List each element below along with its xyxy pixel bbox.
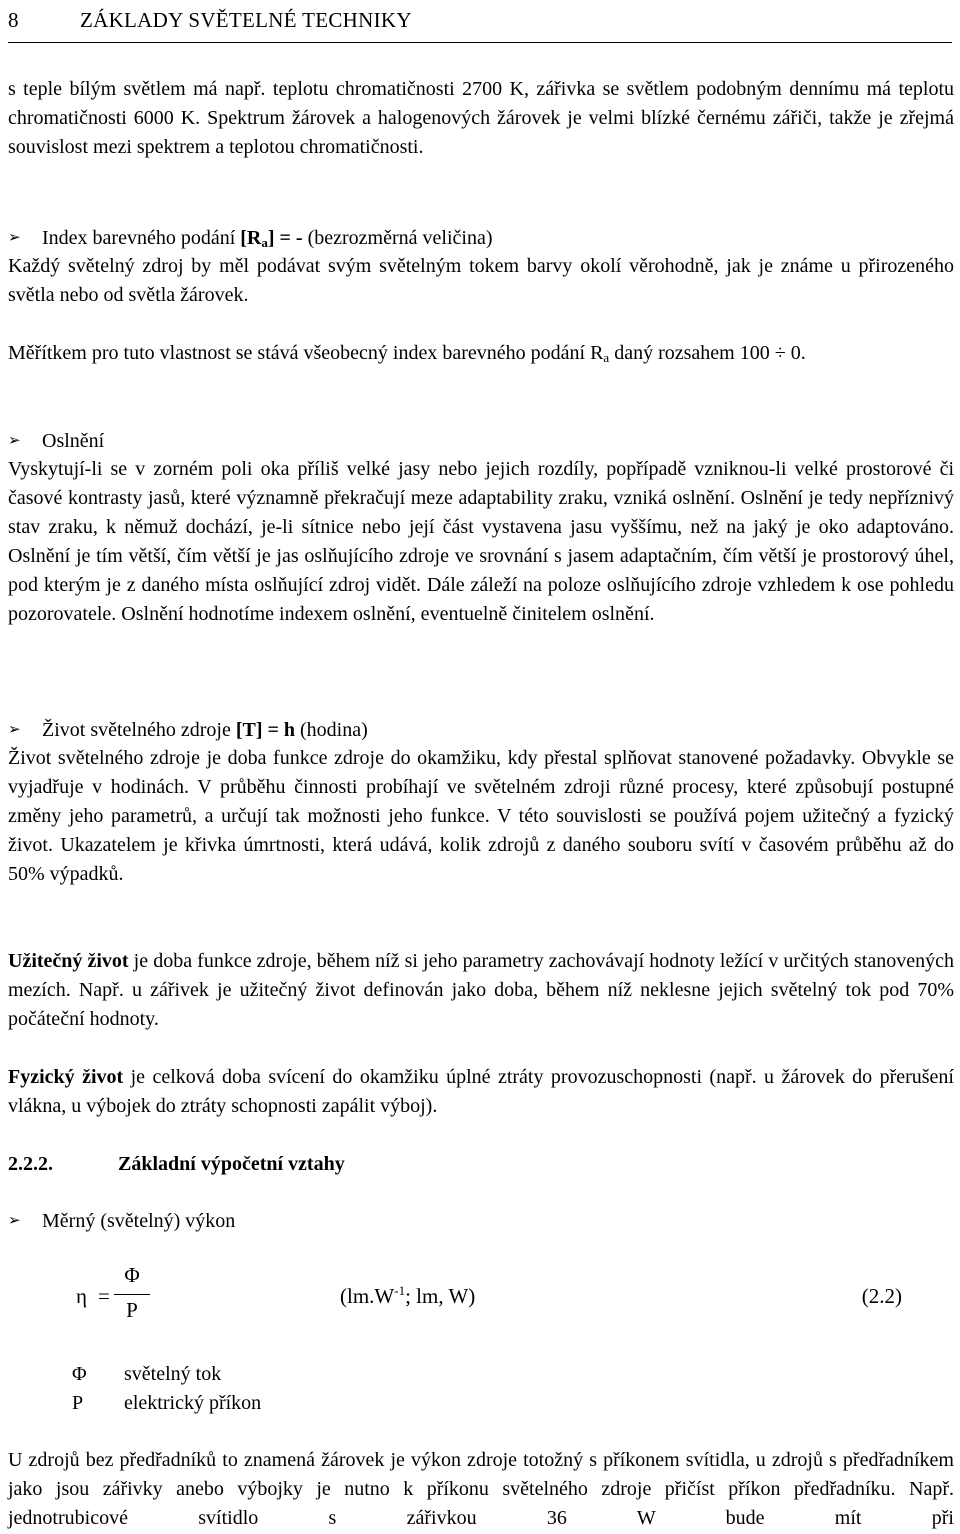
cri-measure-paragraph: Měřítkem pro tuto vlastnost se stává všeobecný index barevného podání $R_a$ daný rozsahem 100 ÷ 0.: [8, 342, 806, 365]
arrow-bullet-icon: ➢: [8, 1211, 21, 1229]
useful-life-paragraph: Užitečný život je doba funkce zdroje, během níž si jeho parametry zachovávají hodnoty ležící v určitých stanovených mezích. Např. u zářivek je užitečný život definován jako doba, během níž neklesne jejich světelný tok pod 70% počáteční hodnoty.: [8, 950, 954, 1030]
intro-paragraph: s teple bílým světlem má např. teplotu chromatičnosti 2700 K, zářivka se světlem podobným dennímu má teplotu chromatičnosti 6000 K. Spektrum žárovek a halogenových žárovek je velmi blízké černému zářiči, takže je zřejmá souvislost mezi spektrem a teplotou chromatičnosti.: [8, 78, 954, 158]
efficacy-paragraph: U zdrojů bez předřadníků to znamená žárovek je výkon zdroje totožný s příkonem svítidla, u zdrojů s předřadníkem jako jsou zářivky anebo výbojky je nutno k příkonu světelného zdroje přičíst příkon předřadníku. Např. jednotrubicové svítidlo s zářivkou 36 W bude mít při: [8, 1449, 954, 1529]
denominator: P: [126, 1298, 138, 1322]
life-paragraph: Život světelného zdroje je doba funkce zdroje do okamžiku, kdy přestal splňovat stanovené požadavky. Obvykle se vyjadřuje v hodinách. V průběhu činnosti probíhají ve světelném zdroji různé procesy, které způsobují postupné změny jeho parametrů, a určují tak možnosti jeho funkce. V této souvislosti se používá pojem užitečný a fyzický život. Ukazatelem je křivka úmrtnosti, která udává, kolik zdrojů z daného souboru svítí v časovém průběhu až do 50% výpadků.: [8, 747, 954, 885]
glare-paragraph: Vyskytují-li se v zorném poli oka příliš velké jasy nebo jejich rozdíly, popřípadě vzniknou-li velké prostorové či časové kontrasty jasů, které významně překračují meze adaptability zraku, vzniká oslnění. Oslnění je tedy nepříznivý stav zraku, k němuž dochází, je-li sítnice nebo její část vystavena jasu vyššímu, než na jaký je oko adaptováno. Oslnění je tím větší, čím větší je jas oslňujícího zdroje ve srovnání s jasem adaptačním, čím větší je prostorový úhel, pod kterým je z daného místa oslňující zdroj vidět. Dále záleží na poloze oslňujícího zdroje vzhledem k ose pohledu pozorovatele. Oslnění hodnotíme indexem oslnění, eventuelně činitelem oslnění.: [8, 458, 954, 625]
legend-row: P elektrický příkon: [72, 1392, 262, 1414]
numerator: Φ: [124, 1263, 140, 1287]
cri-heading: ➢ Index barevného podání $[R_a]$ = - (bezrozměrná veličina): [8, 223, 954, 253]
equation-units: ($lm.W^{-1}$; lm, W): [340, 1283, 476, 1308]
section-title: Základní výpočetní vztahy: [118, 1153, 345, 1175]
fraction: [114, 1263, 150, 1323]
equals-sign: =: [98, 1284, 110, 1308]
eta-symbol: η: [76, 1284, 87, 1308]
efficacy-heading: ➢ Měrný (světelný) výkon: [8, 1206, 954, 1236]
page-header: [8, 4, 952, 43]
arrow-bullet-icon: ➢: [8, 228, 21, 246]
cri-paragraph: Každý světelný zdroj by měl podávat svým světelným tokem barvy okolí věrohodně, jak je známe u přirozeného světla nebo od světla žárovek.: [8, 255, 954, 306]
fraction-bar: [114, 1294, 150, 1295]
arrow-bullet-icon: ➢: [8, 431, 21, 449]
physical-life-paragraph: Fyzický život je celková doba svícení do okamžiku úplné ztráty provozuschopnosti (např. u žárovek do přerušení vlákna, u výbojek do ztráty schopnosti zapálit výboj).: [8, 1066, 954, 1117]
section-number: 2.2.2.: [8, 1153, 53, 1175]
arrow-bullet-icon: ➢: [8, 720, 21, 738]
section-heading: [8, 1150, 954, 1179]
chapter-title: ZÁKLADY SVĚTELNÉ TECHNIKY: [80, 8, 412, 32]
glare-heading: ➢ Oslnění: [8, 426, 954, 456]
legend-row: Φ světelný tok: [72, 1363, 222, 1385]
page-number: 8: [8, 8, 19, 32]
life-heading: ➢ Život světelného zdroje [T] = h (hodina): [8, 715, 954, 745]
efficacy-equation: [72, 1263, 912, 1343]
equation-number: (2.2): [861, 1284, 902, 1308]
